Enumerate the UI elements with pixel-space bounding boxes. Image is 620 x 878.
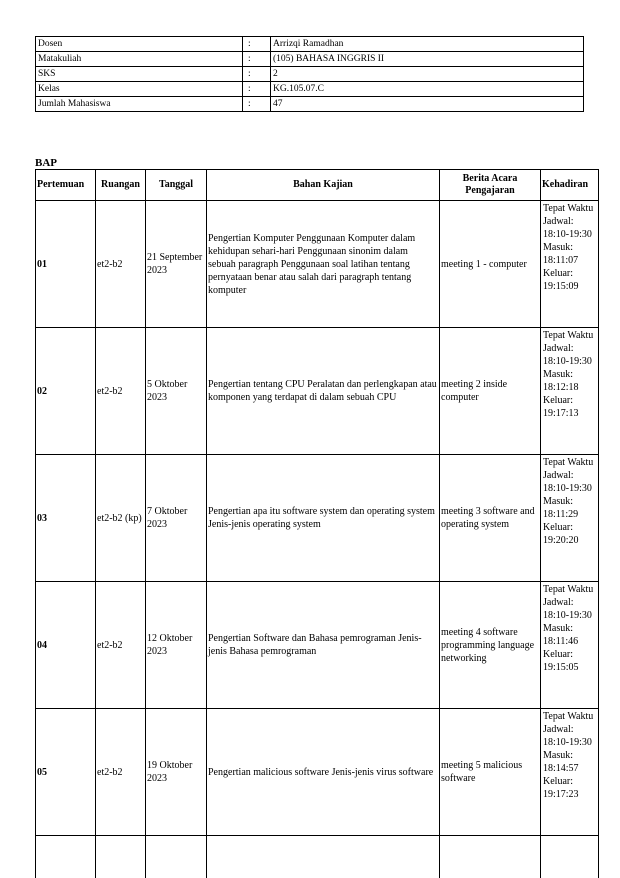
kehadiran-keluar: Keluar: 19:15:09 xyxy=(543,267,596,293)
table-row xyxy=(36,328,599,455)
info-row-sks xyxy=(36,67,584,82)
kehadiran-masuk: Masuk: 18:14:57 xyxy=(543,749,596,775)
kehadiran-cell xyxy=(541,455,599,582)
kehadiran-keluar: Keluar: 19:20:20 xyxy=(543,521,596,547)
info-value: 2 xyxy=(271,67,584,82)
info-value: (105) BAHASA INGGRIS II xyxy=(271,52,584,67)
kehadiran-keluar: Keluar: 19:17:23 xyxy=(543,775,596,801)
bahan-kajian-cell: Pengertian tentang CPU Peralatan dan perlengkapan atau komponen yang terdapat di dalam sebuah CPU xyxy=(207,328,440,455)
kehadiran-jadwal: Jadwal: 18:10-19:30 xyxy=(543,723,596,749)
header-bahan-kajian: Bahan Kajian xyxy=(207,170,440,201)
kehadiran-status: Tepat Waktu xyxy=(543,329,596,342)
pertemuan-number: 03 xyxy=(36,455,96,582)
kehadiran-cell xyxy=(541,709,599,836)
bahan-kajian-cell: Pengertian Komputer Penggunaan Komputer dalam kehidupan sehari-hari Penggunaan sinonim dalam sebuah paragraph Penggunaan soal latihan tentang pernyataan benar atau salah dari paragraph tentang komputer xyxy=(207,201,440,328)
header-ruangan: Ruangan xyxy=(96,170,146,201)
bahan-kajian-cell: Pengertian malicious software Jenis-jenis virus software xyxy=(207,709,440,836)
berita-acara-cell: meeting 1 - computer xyxy=(440,201,541,328)
kehadiran-status: Tepat Waktu xyxy=(543,583,596,596)
berita-acara-cell: meeting 5 malicious software xyxy=(440,709,541,836)
bap-header-row xyxy=(36,170,599,201)
kehadiran-masuk: Masuk: 18:11:29 xyxy=(543,495,596,521)
kehadiran-status: Tepat Waktu xyxy=(543,456,596,469)
info-row-dosen xyxy=(36,37,584,52)
empty-cell xyxy=(96,836,146,878)
info-row-jumlah-mahasiswa xyxy=(36,97,584,112)
course-info-table xyxy=(35,36,584,112)
bap-title: BAP xyxy=(35,157,57,169)
kehadiran-cell xyxy=(541,582,599,709)
table-row xyxy=(36,709,599,836)
info-label: Dosen xyxy=(36,37,243,52)
bap-table xyxy=(35,169,599,878)
kehadiran-keluar: Keluar: 19:15:05 xyxy=(543,648,596,674)
kehadiran-jadwal: Jadwal: 18:10-19:30 xyxy=(543,596,596,622)
header-kehadiran: Kehadiran xyxy=(541,170,599,201)
info-separator: : xyxy=(243,97,271,112)
info-separator: : xyxy=(243,67,271,82)
kehadiran-cell xyxy=(541,328,599,455)
info-label: SKS xyxy=(36,67,243,82)
info-label: Kelas xyxy=(36,82,243,97)
kehadiran-masuk: Masuk: 18:12:18 xyxy=(543,368,596,394)
header-pertemuan: Pertemuan xyxy=(36,170,96,201)
pertemuan-number: 05 xyxy=(36,709,96,836)
tanggal-cell: 12 Oktober 2023 xyxy=(146,582,207,709)
berita-acara-cell: meeting 3 software and operating system xyxy=(440,455,541,582)
kehadiran-masuk: Masuk: 18:11:46 xyxy=(543,622,596,648)
table-row xyxy=(36,582,599,709)
tanggal-cell: 5 Oktober 2023 xyxy=(146,328,207,455)
tanggal-cell: 21 September 2023 xyxy=(146,201,207,328)
pertemuan-number: 02 xyxy=(36,328,96,455)
bahan-kajian-cell: Pengertian Software dan Bahasa pemrograman Jenis-jenis Bahasa pemrograman xyxy=(207,582,440,709)
table-row xyxy=(36,455,599,582)
berita-acara-cell: meeting 2 inside computer xyxy=(440,328,541,455)
kehadiran-keluar: Keluar: 19:17:13 xyxy=(543,394,596,420)
table-row xyxy=(36,201,599,328)
empty-cell xyxy=(440,836,541,878)
ruangan-cell: et2-b2 xyxy=(96,201,146,328)
info-separator: : xyxy=(243,52,271,67)
header-tanggal: Tanggal xyxy=(146,170,207,201)
tanggal-cell: 19 Oktober 2023 xyxy=(146,709,207,836)
kehadiran-cell xyxy=(541,201,599,328)
empty-cell xyxy=(146,836,207,878)
bahan-kajian-cell: Pengertian apa itu software system dan operating system Jenis-jenis operating system xyxy=(207,455,440,582)
kehadiran-jadwal: Jadwal: 18:10-19:30 xyxy=(543,342,596,368)
empty-cell xyxy=(36,836,96,878)
ruangan-cell: et2-b2 xyxy=(96,582,146,709)
ruangan-cell: et2-b2 xyxy=(96,709,146,836)
berita-acara-cell: meeting 4 software programming language networking xyxy=(440,582,541,709)
header-berita-acara: Berita Acara Pengajaran xyxy=(440,170,541,201)
tanggal-cell: 7 Oktober 2023 xyxy=(146,455,207,582)
info-label: Jumlah Mahasiswa xyxy=(36,97,243,112)
empty-cell xyxy=(207,836,440,878)
pertemuan-number: 04 xyxy=(36,582,96,709)
kehadiran-jadwal: Jadwal: 18:10-19:30 xyxy=(543,469,596,495)
kehadiran-masuk: Masuk: 18:11:07 xyxy=(543,241,596,267)
empty-cell xyxy=(541,836,599,878)
info-separator: : xyxy=(243,37,271,52)
kehadiran-status: Tepat Waktu xyxy=(543,710,596,723)
table-row-continued xyxy=(36,836,599,878)
info-label: Matakuliah xyxy=(36,52,243,67)
pertemuan-number: 01 xyxy=(36,201,96,328)
info-value: KG.105.07.C xyxy=(271,82,584,97)
ruangan-cell: et2-b2 xyxy=(96,328,146,455)
ruangan-cell: et2-b2 (kp) xyxy=(96,455,146,582)
kehadiran-status: Tepat Waktu xyxy=(543,202,596,215)
kehadiran-jadwal: Jadwal: 18:10-19:30 xyxy=(543,215,596,241)
info-row-kelas xyxy=(36,82,584,97)
info-value: Arrizqi Ramadhan xyxy=(271,37,584,52)
info-separator: : xyxy=(243,82,271,97)
info-value: 47 xyxy=(271,97,584,112)
info-row-matakuliah xyxy=(36,52,584,67)
